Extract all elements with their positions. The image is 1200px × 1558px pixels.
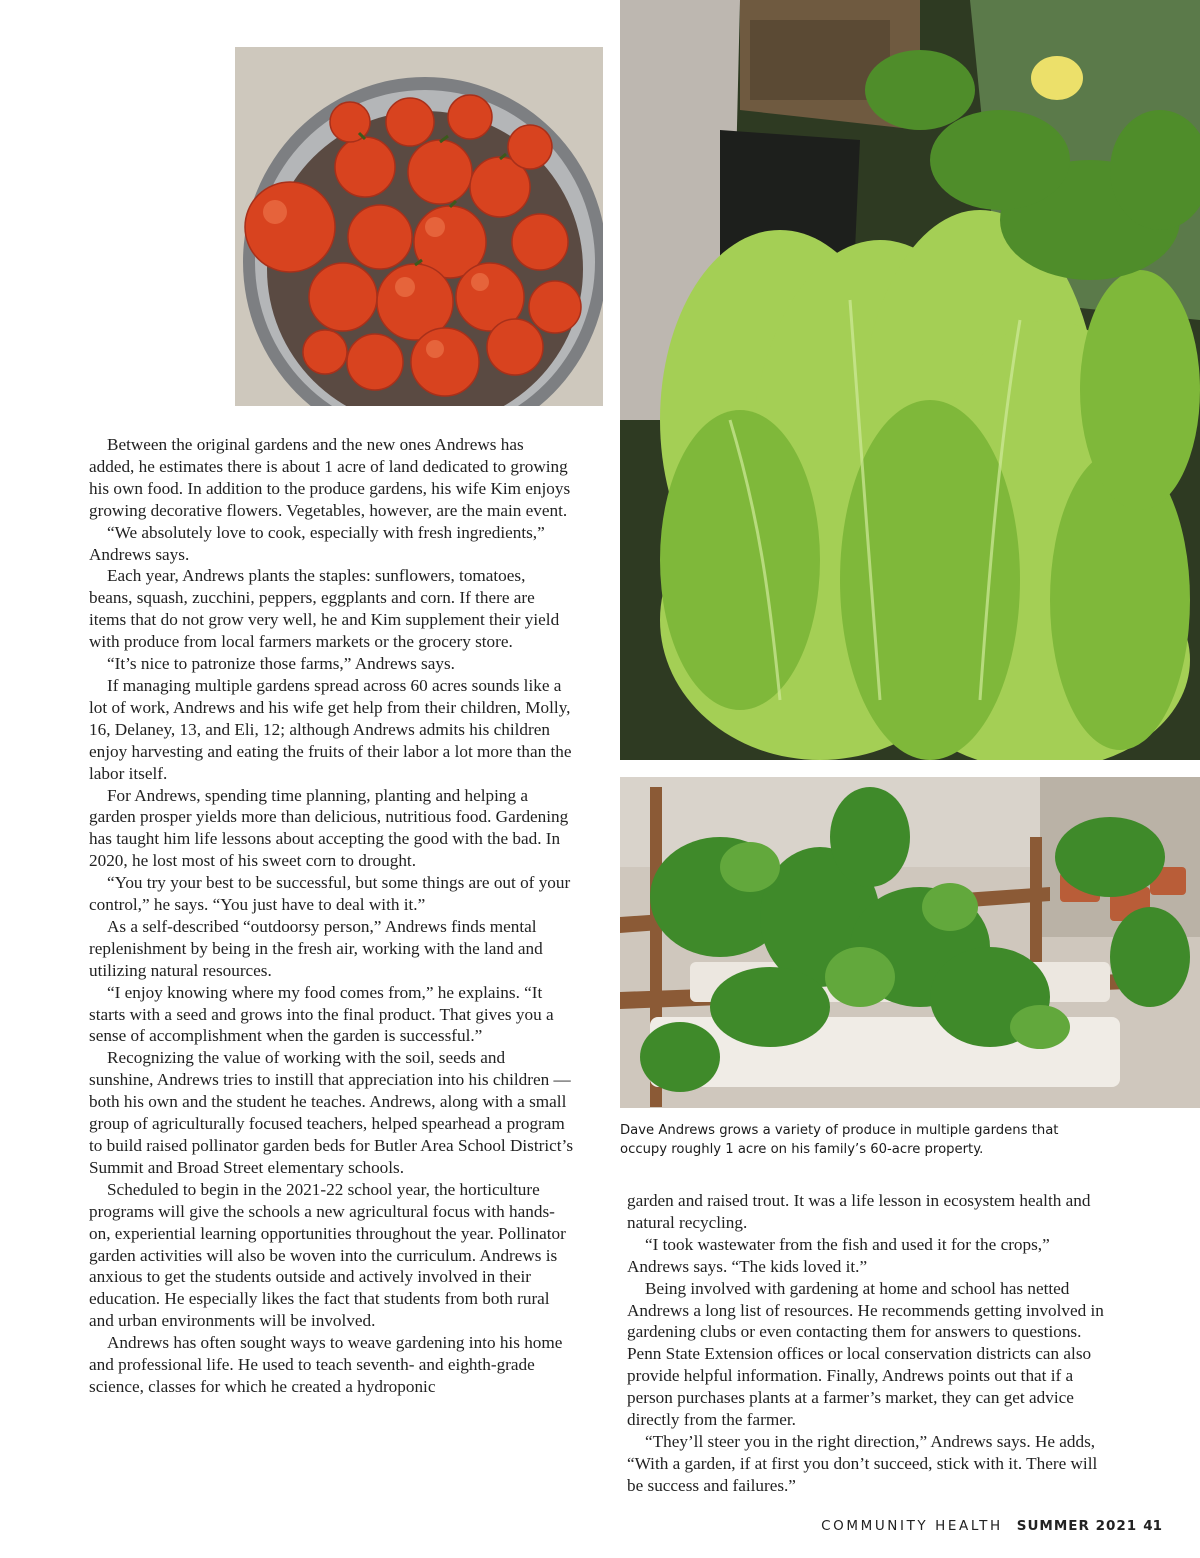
- article-paragraph: “I enjoy knowing where my food comes from,” he explains. “It starts with a seed and grows into the final product. That gives you a sense of accomplishment when the garden is successful.”: [89, 982, 554, 1046]
- article-paragraph: For Andrews, spending time planning, planting and helping a garden prosper yields more than delicious, nutritious food. Gardening has taught him life lessons about accepting the good with the bad. In 2020, he lost most of his sweet corn to drought.: [89, 785, 569, 871]
- article-paragraph: If managing multiple gardens spread across 60 acres sounds like a lot of work, Andrews and his wife get help from their children, Molly, 16, Delaney, 13, and Eli, 12; although Andrews admits his children enjoy harvesting and eating the fruits of their labor a lot more than the labor itself.: [89, 675, 572, 783]
- article-column-right: [627, 1190, 1111, 1497]
- page-footer: [821, 1518, 1162, 1534]
- publication-name: COMMUNITY HEALTH: [821, 1518, 1003, 1534]
- article-paragraph: Andrews has often sought ways to weave gardening into his home and professional life. He used to teach seventh- and eighth-grade science, classes for which he created a hydroponic: [89, 1333, 563, 1396]
- lettuce-seedlings-photo: [620, 0, 1200, 760]
- article-paragraph: “I took wastewater from the fish and used it for the crops,” Andrews says. “The kids loved it.”: [627, 1234, 1050, 1276]
- article-paragraph: Scheduled to begin in the 2021-22 school year, the horticulture programs will give the schools a new agricultural focus with hands-on, experiential learning opportunities throughout the year. Pollinator garden activities will also be woven into the curriculum. Andrews is anxious to get the students outside and actively involved in their education. He especially likes the fact that students from both rural and urban environments will be involved.: [89, 1179, 566, 1331]
- article-paragraph: “They’ll steer you in the right direction,” Andrews says. He adds, “With a garden, if at first you don’t succeed, stick with it. There will be success and failures.”: [627, 1431, 1098, 1495]
- article-paragraph: As a self-described “outdoorsy person,” Andrews finds mental replenishment by being in the fresh air, working with the land and utilizing natural resources.: [89, 916, 543, 980]
- article-paragraph: Between the original gardens and the new ones Andrews has added, he estimates there is about 1 acre of land dedicated to growing his own food. In addition to the produce gardens, his wife Kim enjoys growing decorative flowers. Vegetables, however, are the main event.: [89, 435, 571, 520]
- article-paragraph: Each year, Andrews plants the staples: sunflowers, tomatoes, beans, squash, zucchini, peppers, eggplants and corn. If there are items that do not grow very well, he and Kim supplement their yield with produce from local farmers markets or the grocery store.: [89, 566, 560, 652]
- page-number: 41: [1143, 1518, 1162, 1534]
- issue-date: SUMMER 2021: [1016, 1518, 1138, 1534]
- article-paragraph: Recognizing the value of working with the soil, seeds and sunshine, Andrews tries to instill that appreciation into his children — both his own and the student he teaches. Andrews, along with a small group of agriculturally focused teachers, helped spearhead a program to build raised pollinator garden beds for Butler Area School District’s Summit and Broad Street elementary schools.: [89, 1048, 574, 1177]
- hydroponic-garden-photo: [620, 777, 1200, 1108]
- tomato-bowl-photo: [235, 47, 603, 406]
- article-paragraph: “We absolutely love to cook, especially with fresh ingredients,” Andrews says.: [89, 522, 545, 564]
- photo-caption: Dave Andrews grows a variety of produce in multiple gardens that occupy roughly 1 acre on his family’s 60-acre property.: [620, 1123, 1059, 1157]
- article-paragraph: Being involved with gardening at home and school has netted Andrews a long list of resources. He recommends getting involved in gardening clubs or even contacting them for answers to questions. Penn State Extension offices or local conservation districts can also provide helpful information. Finally, Andrews points out that if a person purchases plants at a farmer’s market, they can get advice directly from the farmer.: [627, 1278, 1104, 1430]
- article-paragraph: garden and raised trout. It was a life lesson in ecosystem health and natural recycling.: [627, 1191, 1091, 1232]
- article-paragraph: “It’s nice to patronize those farms,” Andrews says.: [107, 654, 455, 674]
- article-column-left: [89, 434, 573, 1398]
- article-paragraph: “You try your best to be successful, but some things are out of your control,” he says. “You just have to deal with it.”: [89, 873, 571, 915]
